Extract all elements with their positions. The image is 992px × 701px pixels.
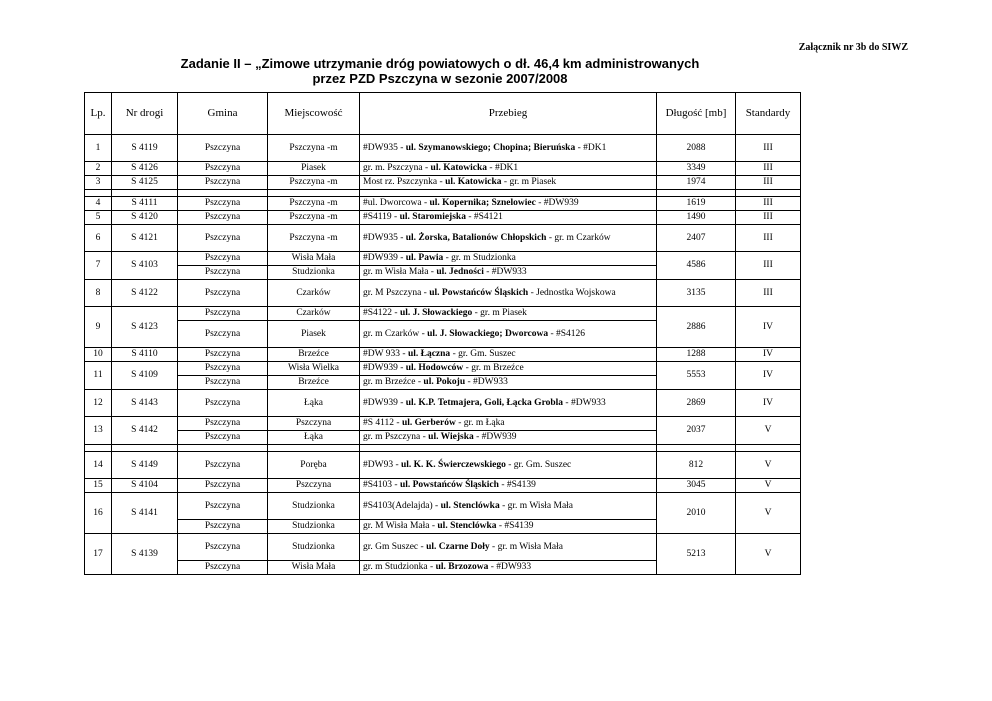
cell-gmina: Pszczyna [178, 431, 268, 445]
cell-standard: III [736, 162, 801, 176]
cell-gmina: Pszczyna [178, 417, 268, 431]
cell-length: 1974 [657, 176, 736, 190]
row-spacer [85, 445, 801, 452]
table-row [85, 534, 801, 561]
route-endpoint: - #S4139 [498, 480, 536, 490]
header-length: Długość [mb] [657, 93, 736, 135]
cell-standard: IV [736, 362, 801, 390]
cell-route [360, 561, 657, 575]
cell-road-number: S 4149 [112, 452, 178, 479]
cell-length: 812 [657, 452, 736, 479]
cell-locality: Łąka [268, 390, 360, 417]
route-street: ul. Pokoju [423, 377, 466, 387]
cell-lp: 15 [85, 479, 112, 493]
route-endpoint: #ul. Dworcowa - [363, 198, 430, 208]
route-endpoint: #S 4112 - [363, 418, 402, 428]
cell-route [360, 362, 657, 376]
cell-locality: Pszczyna -m [268, 211, 360, 225]
cell-length: 2088 [657, 135, 736, 162]
table-row [85, 307, 801, 321]
route-street: ul. Katowicka [445, 177, 502, 187]
route-endpoint: #DW935 - [363, 232, 406, 243]
cell-lp: 14 [85, 452, 112, 479]
route-endpoint: - #DW933 [488, 562, 532, 572]
cell-locality: Piasek [268, 321, 360, 348]
cell-locality: Piasek [268, 162, 360, 176]
spacer-cell [112, 190, 178, 197]
cell-standard: III [736, 280, 801, 307]
cell-locality: Pszczyna [268, 417, 360, 431]
header-route: Przebieg [360, 93, 657, 135]
cell-road-number: S 4120 [112, 211, 178, 225]
cell-lp: 6 [85, 225, 112, 252]
route-endpoint: - #DK1 [487, 163, 519, 173]
route-endpoint: - gr. Gm. Suszec [450, 349, 516, 359]
route-endpoint: #DW939 - [363, 253, 406, 263]
header-road-number: Nr drogi [112, 93, 178, 135]
cell-length: 1288 [657, 348, 736, 362]
route-endpoint: gr. m Czarków - [363, 328, 428, 339]
cell-locality: Studzionka [268, 266, 360, 280]
cell-route [360, 534, 657, 561]
route-endpoint: gr. m Studzionka - [363, 562, 436, 572]
cell-gmina: Pszczyna [178, 280, 268, 307]
route-street: ul. Stenclówka [440, 500, 500, 511]
cell-gmina: Pszczyna [178, 390, 268, 417]
cell-locality: Łąka [268, 431, 360, 445]
cell-route [360, 452, 657, 479]
route-street: ul. Staromiejska [399, 212, 466, 222]
cell-lp: 3 [85, 176, 112, 190]
table-row [85, 362, 801, 376]
route-street: ul. K.P. Tetmajera, Goli, Łącka Grobla [405, 397, 564, 408]
cell-length: 5213 [657, 534, 736, 575]
cell-length: 3135 [657, 280, 736, 307]
cell-lp: 4 [85, 197, 112, 211]
route-endpoint: #DW935 - [363, 142, 406, 153]
cell-lp: 7 [85, 252, 112, 280]
cell-gmina: Pszczyna [178, 197, 268, 211]
cell-route [360, 197, 657, 211]
cell-lp: 2 [85, 162, 112, 176]
route-endpoint: - gr. m Łąka [455, 418, 505, 428]
table-row [85, 162, 801, 176]
table-row [85, 197, 801, 211]
cell-length: 1490 [657, 211, 736, 225]
cell-length: 2407 [657, 225, 736, 252]
spacer-cell [657, 190, 736, 197]
cell-standard: III [736, 135, 801, 162]
table-row [85, 390, 801, 417]
spacer-cell [178, 445, 268, 452]
cell-gmina: Pszczyna [178, 520, 268, 534]
cell-locality: Studzionka [268, 534, 360, 561]
cell-road-number: S 4111 [112, 197, 178, 211]
route-endpoint: - gr. m Czarków [546, 232, 611, 243]
cell-lp: 11 [85, 362, 112, 390]
cell-locality: Studzionka [268, 493, 360, 520]
cell-length: 2869 [657, 390, 736, 417]
cell-gmina: Pszczyna [178, 376, 268, 390]
cell-standard: IV [736, 390, 801, 417]
cell-gmina: Pszczyna [178, 307, 268, 321]
cell-locality: Czarków [268, 307, 360, 321]
table-row [85, 135, 801, 162]
cell-road-number: S 4110 [112, 348, 178, 362]
route-street: ul. Pawia [405, 253, 444, 263]
cell-gmina: Pszczyna [178, 452, 268, 479]
table-row [85, 493, 801, 520]
header-locality: Miejscowość [268, 93, 360, 135]
route-endpoint: gr. M Pszczyna - [363, 287, 430, 298]
cell-gmina: Pszczyna [178, 362, 268, 376]
cell-gmina: Pszczyna [178, 266, 268, 280]
cell-standard: V [736, 452, 801, 479]
route-endpoint: - #DW933 [465, 377, 508, 387]
spacer-cell [85, 190, 112, 197]
route-endpoint: #DW93 - [363, 459, 401, 470]
cell-length: 2886 [657, 307, 736, 348]
header-gmina: Gmina [178, 93, 268, 135]
cell-lp: 17 [85, 534, 112, 575]
cell-locality: Wisła Mała [268, 252, 360, 266]
cell-road-number: S 4104 [112, 479, 178, 493]
route-endpoint: #DW939 - [363, 363, 406, 373]
cell-gmina: Pszczyna [178, 176, 268, 190]
cell-route [360, 348, 657, 362]
cell-standard: V [736, 534, 801, 575]
cell-standard: V [736, 493, 801, 534]
cell-route [360, 162, 657, 176]
cell-gmina: Pszczyna [178, 211, 268, 225]
route-street: ul. Szymanowskiego; Chopina; Bieruńska [405, 142, 576, 153]
table-row [85, 252, 801, 266]
route-endpoint: - gr. m Piasek [501, 177, 557, 187]
route-street: ul. J. Słowackiego [399, 308, 473, 318]
route-street: ul. Stenclówka [437, 521, 497, 531]
route-endpoint: - #DW933 [483, 267, 527, 277]
cell-locality: Pszczyna [268, 479, 360, 493]
cell-length: 3349 [657, 162, 736, 176]
cell-lp: 16 [85, 493, 112, 534]
cell-length: 3045 [657, 479, 736, 493]
table-row [85, 417, 801, 431]
cell-gmina: Pszczyna [178, 493, 268, 520]
route-street: ul. K. K. Świerczewskiego [401, 459, 506, 470]
cell-route [360, 520, 657, 534]
header-standard: Standardy [736, 93, 801, 135]
spacer-cell [736, 190, 801, 197]
cell-route [360, 176, 657, 190]
cell-standard: V [736, 417, 801, 445]
cell-road-number: S 4121 [112, 225, 178, 252]
cell-locality: Czarków [268, 280, 360, 307]
cell-lp: 9 [85, 307, 112, 348]
spacer-cell [268, 190, 360, 197]
cell-standard: IV [736, 348, 801, 362]
cell-gmina: Pszczyna [178, 479, 268, 493]
route-endpoint: #DW939 - [363, 397, 406, 408]
cell-route [360, 390, 657, 417]
route-endpoint: - gr. m Wisła Mała [499, 500, 574, 511]
cell-gmina: Pszczyna [178, 162, 268, 176]
spacer-cell [85, 445, 112, 452]
cell-road-number: S 4119 [112, 135, 178, 162]
cell-gmina: Pszczyna [178, 135, 268, 162]
spacer-cell [112, 445, 178, 452]
cell-route [360, 431, 657, 445]
route-street: ul. Żorska, Batalionów Chłopskich [405, 232, 547, 243]
table-row [85, 479, 801, 493]
route-endpoint: - #DK1 [575, 142, 607, 153]
route-endpoint: - #DW939 [473, 432, 517, 442]
cell-lp: 5 [85, 211, 112, 225]
cell-standard: III [736, 225, 801, 252]
route-street: ul. Czarne Doły [426, 541, 490, 552]
route-street: ul. Powstańców Śląskich [429, 287, 529, 298]
cell-standard: III [736, 197, 801, 211]
cell-road-number: S 4103 [112, 252, 178, 280]
route-street: ul. Katowicka [430, 163, 488, 173]
route-endpoint: gr. m. Pszczyna - [363, 163, 431, 173]
route-endpoint: - #S4139 [496, 521, 534, 531]
spacer-cell [360, 190, 657, 197]
table-row [85, 348, 801, 362]
cell-route [360, 135, 657, 162]
cell-locality: Brzeźce [268, 348, 360, 362]
route-street: ul. Powstańców Śląskich [399, 480, 499, 490]
cell-gmina: Pszczyna [178, 252, 268, 266]
title-line-1: Zadanie II – „Zimowe utrzymanie dróg powiatowych o dł. 46,4 km administrowanych [180, 56, 700, 71]
route-endpoint: #S4103(Adelajda) - [363, 500, 441, 511]
cell-route [360, 307, 657, 321]
route-endpoint: - gr. Gm. Suszec [505, 459, 572, 470]
cell-road-number: S 4141 [112, 493, 178, 534]
cell-lp: 1 [85, 135, 112, 162]
cell-locality: Pszczyna -m [268, 176, 360, 190]
cell-route [360, 493, 657, 520]
cell-standard: IV [736, 307, 801, 348]
cell-route [360, 266, 657, 280]
route-street: ul. Wiejska [428, 432, 474, 442]
cell-locality: Pszczyna -m [268, 225, 360, 252]
cell-road-number: S 4143 [112, 390, 178, 417]
title-line-2: przez PZD Pszczyna w sezonie 2007/2008 [312, 71, 568, 86]
table-row [85, 176, 801, 190]
route-street: ul. J. Słowackiego; Dworcowa [427, 328, 549, 339]
route-endpoint: gr. m Wisła Mała - [363, 267, 437, 277]
cell-route [360, 280, 657, 307]
cell-route [360, 376, 657, 390]
route-endpoint: gr. m Brzeźce - [363, 377, 424, 387]
table-row [85, 211, 801, 225]
cell-route [360, 479, 657, 493]
cell-length: 5553 [657, 362, 736, 390]
route-endpoint: #S4119 - [363, 212, 400, 222]
cell-locality: Poręba [268, 452, 360, 479]
route-street: ul. Jedności [436, 267, 484, 277]
spacer-cell [657, 445, 736, 452]
route-endpoint: gr. m Pszczyna - [363, 432, 429, 442]
cell-route [360, 252, 657, 266]
cell-route [360, 211, 657, 225]
table-row [85, 225, 801, 252]
header-lp: Lp. [85, 93, 112, 135]
route-endpoint: Most rz. Pszczynka - [363, 177, 446, 187]
cell-road-number: S 4122 [112, 280, 178, 307]
route-endpoint: - #S4121 [465, 212, 503, 222]
cell-gmina: Pszczyna [178, 534, 268, 561]
cell-standard: III [736, 211, 801, 225]
spacer-cell [736, 445, 801, 452]
cell-route [360, 417, 657, 431]
route-endpoint: gr. Gm Suszec - [363, 541, 427, 552]
cell-lp: 13 [85, 417, 112, 445]
route-street: ul. Kopernika; Sznelowiec [429, 198, 536, 208]
cell-lp: 12 [85, 390, 112, 417]
cell-locality: Brzeźce [268, 376, 360, 390]
row-spacer [85, 190, 801, 197]
cell-length: 1619 [657, 197, 736, 211]
cell-locality: Pszczyna -m [268, 197, 360, 211]
cell-locality: Wisła Mała [268, 561, 360, 575]
cell-lp: 10 [85, 348, 112, 362]
document-title [90, 56, 790, 86]
annex-label: Załącznik nr 3b do SIWZ [798, 42, 908, 53]
route-street: ul. Gerberów [401, 418, 456, 428]
cell-road-number: S 4126 [112, 162, 178, 176]
table-row [85, 280, 801, 307]
cell-standard: III [736, 252, 801, 280]
spacer-cell [360, 445, 657, 452]
cell-road-number: S 4109 [112, 362, 178, 390]
route-street: ul. Brzozowa [435, 562, 489, 572]
route-endpoint: gr. M Wisła Mała - [363, 521, 438, 531]
cell-locality: Pszczyna -m [268, 135, 360, 162]
route-endpoint: - gr. m Studzionka [443, 253, 516, 263]
table-header-row [85, 93, 801, 135]
route-endpoint: - gr. m Brzeźce [463, 363, 524, 373]
route-street: ul. Hodowców [405, 363, 464, 373]
route-endpoint: #DW 933 - [363, 349, 408, 359]
cell-gmina: Pszczyna [178, 348, 268, 362]
cell-lp: 8 [85, 280, 112, 307]
cell-gmina: Pszczyna [178, 561, 268, 575]
cell-length: 2010 [657, 493, 736, 534]
route-endpoint: - #DW933 [563, 397, 606, 408]
cell-length: 4586 [657, 252, 736, 280]
cell-standard: III [736, 176, 801, 190]
spacer-cell [268, 445, 360, 452]
route-endpoint: #S4103 - [363, 480, 400, 490]
route-endpoint: - gr. m Piasek [472, 308, 527, 318]
cell-road-number: S 4142 [112, 417, 178, 445]
cell-route [360, 225, 657, 252]
route-endpoint: - #DW939 [535, 198, 579, 208]
cell-locality: Studzionka [268, 520, 360, 534]
spacer-cell [178, 190, 268, 197]
route-endpoint: - gr. m Wisła Mała [489, 541, 563, 552]
route-endpoint: - Jednostka Wojskowa [528, 287, 616, 298]
cell-locality: Wisła Wielka [268, 362, 360, 376]
cell-road-number: S 4139 [112, 534, 178, 575]
table-row [85, 452, 801, 479]
cell-gmina: Pszczyna [178, 321, 268, 348]
cell-road-number: S 4123 [112, 307, 178, 348]
route-endpoint: - #S4126 [548, 328, 586, 339]
cell-route [360, 321, 657, 348]
roads-table [84, 92, 801, 575]
cell-length: 2037 [657, 417, 736, 445]
route-street: ul. Łączna [407, 349, 451, 359]
route-endpoint: #S4122 - [363, 308, 400, 318]
cell-standard: V [736, 479, 801, 493]
cell-road-number: S 4125 [112, 176, 178, 190]
cell-gmina: Pszczyna [178, 225, 268, 252]
